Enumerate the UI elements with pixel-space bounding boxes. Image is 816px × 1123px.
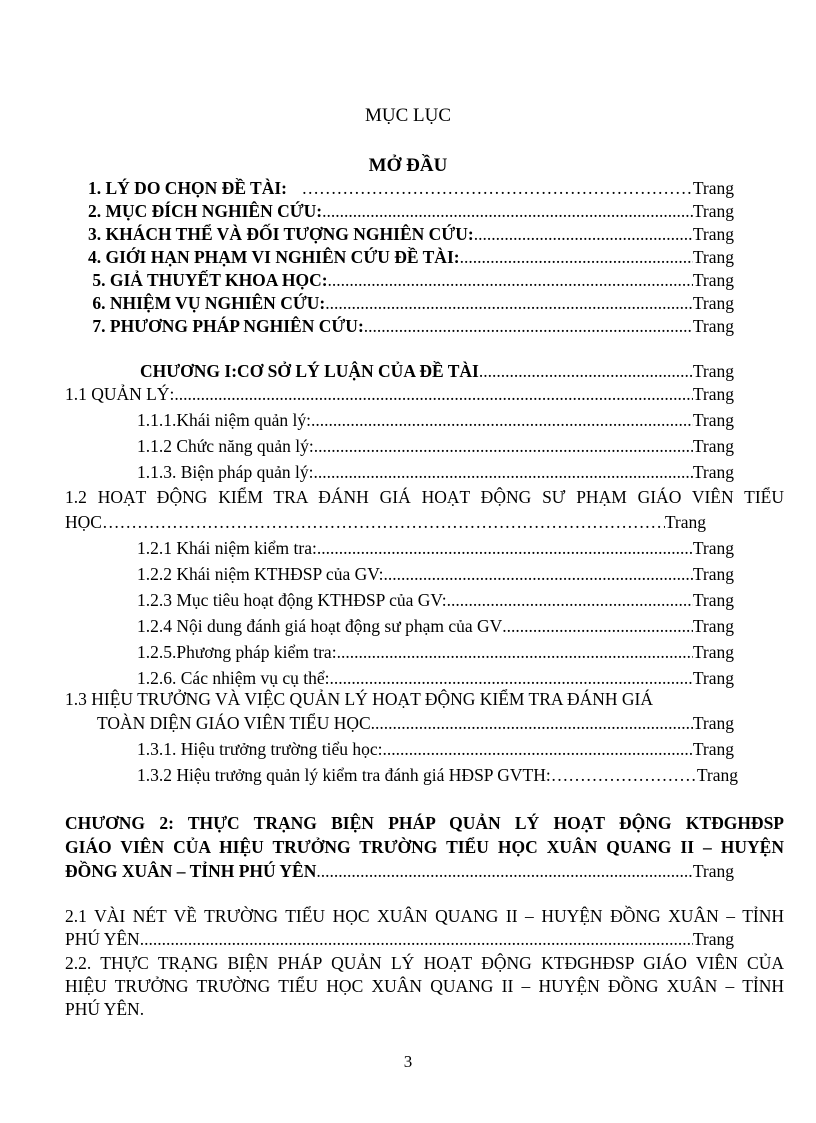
toc-entry-label: 1.3.1. Hiệu trưởng trường tiểu học: (137, 739, 383, 759)
toc-entry[interactable] (137, 461, 734, 484)
leader-dots (311, 409, 693, 432)
toc-page-label: Trang (692, 316, 734, 336)
leader-dots (174, 383, 692, 406)
toc-entry[interactable] (137, 435, 734, 458)
leader-dots (502, 615, 693, 638)
toc-entry[interactable] (137, 537, 734, 560)
toc-entry-label: 3. KHÁCH THỂ VÀ ĐỐI TƯỢNG NGHIÊN CỨU: (88, 224, 474, 244)
toc-entry-label: 6. NHIỆM VỤ NGHIÊN CỨU: (88, 293, 326, 313)
leader-dots (551, 764, 697, 787)
leader-dots (474, 223, 693, 246)
toc-entry-label: 1.1.2 Chức năng quản lý: (137, 436, 314, 456)
leader-dots (479, 360, 693, 383)
toc-entry[interactable] (65, 928, 734, 951)
toc-page-label: Trang (692, 410, 734, 430)
toc-entry-label: 1.1 QUẢN LÝ: (65, 384, 175, 404)
leader-dots (322, 200, 693, 223)
toc-entry[interactable] (137, 589, 734, 612)
toc-page-label: Trang (692, 538, 734, 558)
leader-dots (325, 292, 693, 315)
leader-dots (317, 537, 693, 560)
toc-page-label: Trang (692, 564, 734, 584)
page-number: 3 (403, 1052, 413, 1071)
leader-dots (447, 589, 693, 612)
toc-entry[interactable] (137, 615, 734, 638)
toc-entry-label: 1.1.3. Biện pháp quản lý: (137, 462, 314, 482)
toc-page-label: Trang (692, 642, 734, 662)
toc-entry-label: HỌC (65, 512, 102, 532)
toc-entry[interactable] (137, 409, 734, 432)
toc-page-label: Trang (692, 293, 734, 313)
toc-entry-label: 4. GIỚI HẠN PHẠM VI NGHIÊN CỨU ĐỀ TÀI: (88, 247, 460, 267)
section-1-2-line1: 1.2 HOẠT ĐỘNG KIỂM TRA ĐÁNH GIÁ HOẠT ĐỘNG SƯ PHẠM GIÁO VIÊN TIỂU (65, 487, 784, 507)
toc-page-label: Trang (664, 512, 706, 532)
leader-dots (301, 177, 692, 200)
leader-dots (460, 246, 693, 269)
toc-page-label: Trang (692, 224, 734, 244)
toc-page-label: Trang (692, 713, 734, 733)
toc-page-label: Trang (696, 765, 738, 785)
toc-entry[interactable] (137, 641, 734, 664)
chapter2-line1: CHƯƠNG 2: THỰC TRẠNG BIỆN PHÁP QUẢN LÝ HOẠT ĐỘNG KTĐGHĐSP (65, 813, 784, 833)
section-1-3-line1: 1.3 HIỆU TRƯỞNG VÀ VIỆC QUẢN LÝ HOẠT ĐỘNG KIỂM TRA ĐÁNH GIÁ (65, 689, 653, 709)
toc-entry[interactable] (88, 292, 734, 315)
toc-page-label: Trang (692, 201, 734, 221)
toc-entry[interactable] (88, 200, 734, 223)
leader-dots (337, 641, 693, 664)
toc-entry[interactable] (65, 383, 734, 406)
leader-dots (102, 511, 665, 534)
toc-entry[interactable] (137, 563, 734, 586)
toc-page-label: Trang (692, 616, 734, 636)
leader-dots (329, 667, 692, 690)
toc-entry-label: 1.2.6. Các nhiệm vụ cụ thể: (137, 668, 330, 688)
toc-entry-label: 1.2.5.Phương pháp kiểm tra: (137, 642, 337, 662)
toc-page-label: Trang (692, 590, 734, 610)
toc-entry[interactable] (88, 246, 734, 269)
toc-entry[interactable] (88, 223, 734, 246)
toc-page-label: Trang (692, 436, 734, 456)
toc-entry-label: TOÀN DIỆN GIÁO VIÊN TIỂU HỌC (97, 713, 371, 733)
leader-dots (371, 712, 693, 735)
toc-entry[interactable] (88, 269, 734, 292)
toc-entry-label: 1.2.1 Khái niệm kiểm tra: (137, 538, 317, 558)
toc-page-label: Trang (692, 384, 734, 404)
toc-page-label: Trang (692, 361, 734, 381)
leader-dots (144, 928, 693, 951)
chapter2-heading[interactable] (65, 860, 734, 883)
chapter1-heading[interactable] (140, 360, 734, 383)
toc-page-label: Trang (692, 929, 734, 949)
toc-page-label: Trang (692, 739, 734, 759)
toc-page-label: Trang (692, 178, 734, 198)
section-2-2-line3: PHÚ YÊN. (65, 999, 145, 1019)
toc-entry-label: CHƯƠNG I:CƠ SỞ LÝ LUẬN CỦA ĐỀ TÀI (140, 361, 479, 381)
toc-entry-label: 1.3.2 Hiệu trưởng quản lý kiểm tra đánh giá HĐSP GVTH: (137, 765, 551, 785)
toc-page-label: Trang (692, 462, 734, 482)
chapter2-line2: GIÁO VIÊN CỦA HIỆU TRƯỞNG TRƯỜNG TIỂU HỌC XUÂN QUANG II – HUYỆN (65, 837, 784, 857)
toc-entry-label: ĐỒNG XUÂN – TỈNH PHÚ YÊN (65, 861, 317, 881)
toc-entry-label: 2. MỤC ĐÍCH NGHIÊN CỨU: (88, 201, 323, 221)
toc-entry[interactable] (88, 315, 734, 338)
leader-dots (383, 738, 693, 761)
toc-entry-label: 1. LÝ DO CHỌN ĐỀ TÀI: (88, 178, 288, 198)
intro-heading: MỞ ĐẦU (368, 155, 448, 176)
toc-entry-label: 1.2.2 Khái niệm KTHĐSP của GV: (137, 564, 384, 584)
toc-entry-label: 5. GIẢ THUYẾT KHOA HỌC: (88, 270, 328, 290)
leader-dots (313, 461, 692, 484)
toc-entry[interactable] (88, 177, 734, 200)
toc-entry[interactable] (137, 764, 738, 787)
toc-page-label: Trang (692, 270, 734, 290)
section-2-1-line1: 2.1 VÀI NÉT VỀ TRƯỜNG TIỂU HỌC XUÂN QUANG II – HUYỆN ĐỒNG XUÂN – TỈNH (65, 906, 784, 926)
toc-entry[interactable] (97, 712, 734, 735)
toc-page-label: Trang (692, 247, 734, 267)
section-2-2-line1: 2.2. THỰC TRẠNG BIỆN PHÁP QUẢN LÝ HOẠT ĐỘNG KTĐGHĐSP GIÁO VIÊN CỦA (65, 953, 784, 973)
toc-entry-label: PHÚ YÊN. (65, 929, 145, 949)
toc-entry-label: 7. PHƯƠNG PHÁP NGHIÊN CỨU: (88, 316, 364, 336)
toc-title: MỤC LỤC (364, 105, 452, 126)
toc-entry-label: 1.1.1.Khái niệm quản lý: (137, 410, 312, 430)
leader-dots (314, 435, 693, 458)
toc-page-label: Trang (692, 668, 734, 688)
leader-dots (364, 315, 693, 338)
leader-dots (383, 563, 692, 586)
leader-dots (328, 269, 693, 292)
toc-entry-label: 1.2.4 Nội dung đánh giá hoạt động sư phạm của GV (137, 616, 503, 636)
toc-entry-label: 1.2.3 Mục tiêu hoạt động KTHĐSP của GV: (137, 590, 447, 610)
toc-entry[interactable] (137, 667, 734, 690)
section-2-2-line2: HIỆU TRƯỞNG TRƯỜNG TIỂU HỌC XUÂN QUANG II – HUYỆN ĐỒNG XUÂN – TỈNH (65, 976, 784, 996)
toc-page-label: Trang (692, 861, 734, 881)
leader-dots (316, 860, 692, 883)
toc-entry[interactable] (65, 511, 706, 534)
toc-entry[interactable] (137, 738, 734, 761)
